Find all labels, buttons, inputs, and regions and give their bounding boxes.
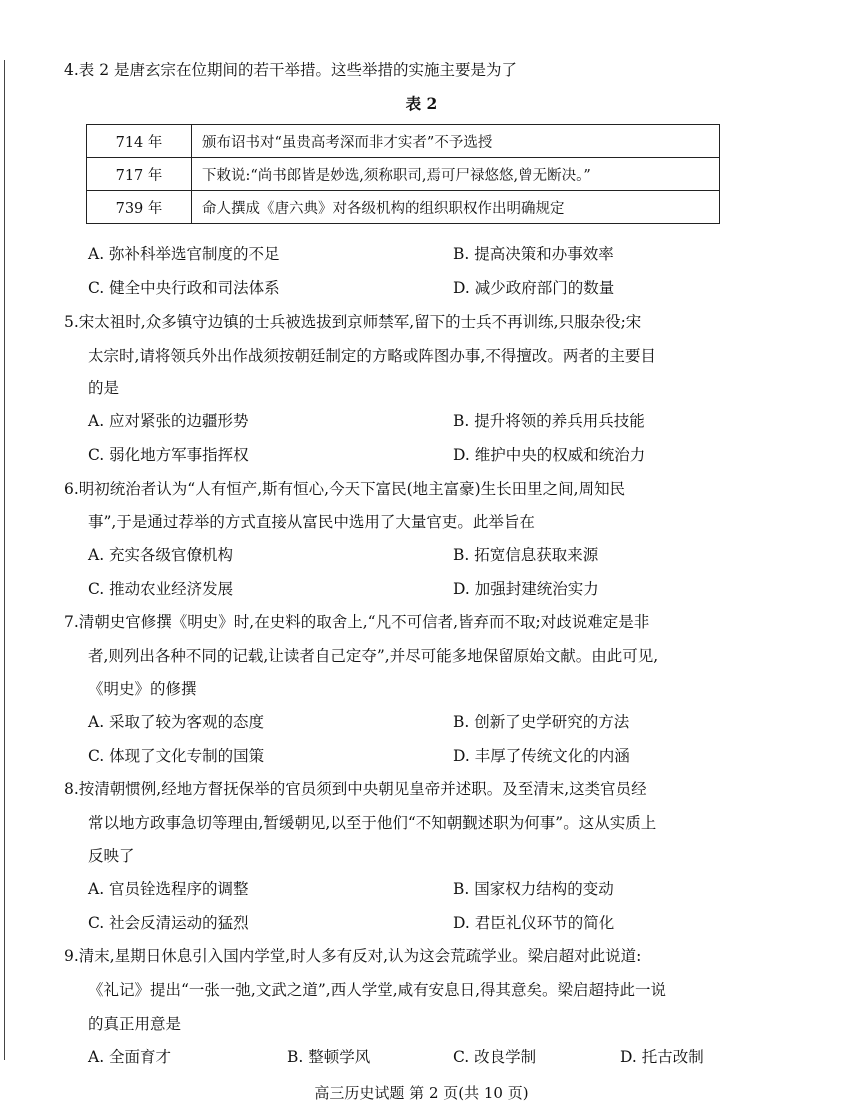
table-row <box>87 191 720 224</box>
q8-option-c[interactable]: C. 社会反清运动的猛烈 <box>88 914 249 932</box>
q9-stem-line: 的真正用意是 <box>88 1015 182 1033</box>
q6-stem-line: 6.明初统治者认为“人有恒产,斯有恒心,今天下富民(地主富豪)生长田里之间,周知民 <box>64 480 626 498</box>
q4-option-c[interactable]: C. 健全中央行政和司法体系 <box>88 279 280 297</box>
q4-option-a[interactable]: A. 弥补科举选官制度的不足 <box>88 245 280 263</box>
table-row <box>87 125 720 158</box>
q5-option-d[interactable]: D. 维护中央的权威和统治力 <box>453 446 646 464</box>
q4-option-b[interactable]: B. 提高决策和办事效率 <box>453 245 614 263</box>
q6-option-c[interactable]: C. 推动农业经济发展 <box>88 580 234 598</box>
q9-option-d[interactable]: D. 托古改制 <box>620 1048 704 1066</box>
page-footer: 高三历史试题 第 2 页(共 10 页) <box>314 1084 529 1102</box>
q4-table <box>86 124 720 224</box>
q8-option-b[interactable]: B. 国家权力结构的变动 <box>453 880 614 898</box>
q5-option-c[interactable]: C. 弱化地方军事指挥权 <box>88 446 249 464</box>
q6-option-d[interactable]: D. 加强封建统治实力 <box>453 580 599 598</box>
q7-option-c[interactable]: C. 体现了文化专制的国策 <box>88 747 265 765</box>
q8-option-d[interactable]: D. 君臣礼仪环节的简化 <box>453 914 615 932</box>
q7-option-d[interactable]: D. 丰厚了传统文化的内涵 <box>453 747 630 765</box>
q9-option-b[interactable]: B. 整顿学风 <box>287 1048 371 1066</box>
table-cell-text: 颁布诏书对“虽贵高考深而非才实者”不予选授 <box>192 125 720 158</box>
table-cell-text: 下敕说:“尚书郎皆是妙选,须称职司,焉可尸禄悠悠,曾无断决。” <box>192 158 720 191</box>
q4-option-d[interactable]: D. 减少政府部门的数量 <box>453 279 615 297</box>
q8-stem-line: 反映了 <box>88 847 135 865</box>
table-cell-text: 命人撰成《唐六典》对各级机构的组织职权作出明确规定 <box>192 191 720 224</box>
q8-stem-line: 常以地方政事急切等理由,暂缓朝见,以至于他们“不知朝觐述职为何事”。这从实质上 <box>88 814 657 832</box>
q7-stem-line: 者,则列出各种不同的记载,让读者自己定夺”,并尽可能多地保留原始文献。由此可见, <box>88 647 659 665</box>
q5-stem-line: 5.宋太祖时,众多镇守边镇的士兵被选拔到京师禁军,留下的士兵不再训练,只服杂役;宋 <box>64 313 642 331</box>
q4-stem: 4.表 2 是唐玄宗在位期间的若干举措。这些举措的实施主要是为了 <box>64 61 518 79</box>
table-cell-year: 714 年 <box>87 125 192 158</box>
table-cell-year: 717 年 <box>87 158 192 191</box>
table-title: 表 2 <box>405 94 438 113</box>
q7-stem-line: 《明史》的修撰 <box>88 680 197 698</box>
q5-stem-line: 的是 <box>88 379 120 397</box>
q7-stem-line: 7.清朝史官修撰《明史》时,在史料的取舍上,“凡不可信者,皆弃而不取;对歧说难定是非 <box>64 613 650 631</box>
q9-option-c[interactable]: C. 改良学制 <box>453 1048 537 1066</box>
q8-option-a[interactable]: A. 官员铨选程序的调整 <box>88 880 249 898</box>
q9-stem-line: 9.清末,星期日休息引入国内学堂,时人多有反对,认为这会荒疏学业。梁启超对此说道: <box>64 947 642 965</box>
table-row <box>87 158 720 191</box>
table-cell-year: 739 年 <box>87 191 192 224</box>
q8-stem-line: 8.按清朝惯例,经地方督抚保举的官员须到中央朝见皇帝并述职。及至清末,这类官员经 <box>64 780 647 798</box>
left-margin-rule <box>4 60 5 1060</box>
q9-stem-line: 《礼记》提出“一张一弛,文武之道”,西人学堂,咸有安息日,得其意矣。梁启超持此一说 <box>88 981 667 999</box>
q6-option-a[interactable]: A. 充实各级官僚机构 <box>88 546 234 564</box>
q6-stem-line: 事”,于是通过荐举的方式直接从富民中选用了大量官吏。此举旨在 <box>88 513 535 531</box>
q5-stem-line: 太宗时,请将领兵外出作战须按朝廷制定的方略或阵图办事,不得擅改。两者的主要目 <box>88 347 656 365</box>
q5-option-a[interactable]: A. 应对紧张的边疆形势 <box>88 412 249 430</box>
q7-option-a[interactable]: A. 采取了较为客观的态度 <box>88 713 265 731</box>
q7-option-b[interactable]: B. 创新了史学研究的方法 <box>453 713 630 731</box>
q9-option-a[interactable]: A. 全面育才 <box>88 1048 172 1066</box>
q6-option-b[interactable]: B. 拓宽信息获取来源 <box>453 546 599 564</box>
q5-option-b[interactable]: B. 提升将领的养兵用兵技能 <box>453 412 645 430</box>
